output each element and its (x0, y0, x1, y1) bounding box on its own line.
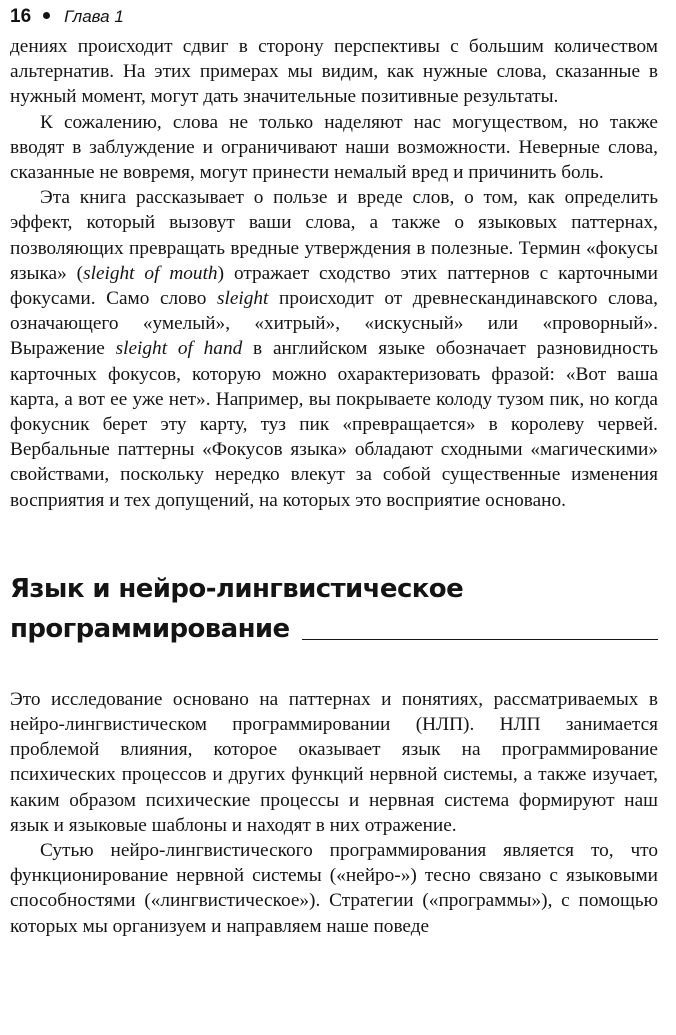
term-sleight-of-hand: sleight of hand (115, 338, 243, 360)
bullet-icon (43, 12, 50, 19)
heading-line-1: Язык и нейро-лингвистическое (10, 573, 464, 604)
paragraph-nlp-intro: Это исследование основано на паттернах и понятиях, рассматриваемых в нейро-лингвистическом программировании (НЛП). НЛП занимается проблемой влияния, которое оказывает язык на программирование психических процессов и других функций нервной системы, а также изучает, каким образом психические процессы и нервная система формируют наш язык и языковые шаблоны и находят в них отражение. (10, 688, 658, 836)
text-run: в английском языке обозначает разновидность карточных фокусов, которую можно охарактеризовать фразой: «Вот ваша карта, а вот ее уже нет». Например, вы покрываете колоду тузом пик, но когда фокусник берет эту карту, туз пик «превращается» в королеву червей. Вербальные паттерны «Фокусов языка» обладают сходными «магическими» свойствами, поскольку нередко влекут за собой существенные изменения восприятия и тех допущений, на которых это восприятие основано. (10, 338, 658, 511)
text-run: происходит от древнескандинавского слова, означающего «умелый», «хитрый», «искусный» или «проворный». Выражение (10, 288, 658, 360)
paragraph-nlp-essence: Сутью нейро-лингвистического программирования является то, что функционирование нервной системы («нейро-») тесно связано с языковыми способностями («лингвистическое»). Стратегии («программы»), с помощью которых мы организуем и направляем наше поведе (10, 840, 658, 937)
text-run: ) отражает сходство этих паттернов с карточными фокусами. Само слово (10, 262, 658, 310)
page-number: 16 (10, 6, 32, 27)
heading-line-2-row (10, 609, 658, 649)
text-run: Эта книга рассказывает о пользе и вреде слов, о том, как определить эффект, который вызовут ваши слова, а также о языковых паттернах, позволяющих превращать вредные утверждения в полезные. Термин «фокусы языка» ( (10, 187, 658, 284)
chapter-label: Глава 1 (64, 7, 124, 26)
running-header (10, 6, 658, 34)
heading-rule (302, 639, 658, 640)
term-sleight: sleight (217, 288, 269, 310)
paragraph-book-description (10, 185, 658, 513)
book-page (10, 6, 658, 939)
section-body (10, 687, 658, 939)
paragraph-continued: дениях происходит сдвиг в сторону перспективы с большим количеством альтернатив. На этих примерах мы видим, как нужные слова, сказанные в нужный момент, могут дать значительные позитивные результаты. (10, 36, 658, 108)
section-heading (10, 569, 658, 649)
term-sleight-of-mouth: sleight of mouth (83, 262, 218, 284)
paragraph-misfortune: К сожалению, слова не только наделяют нас могуществом, но также вводят в заблуждение и ограничивают наши возможности. Неверные слова, сказанные не вовремя, могут принести немалый вред и причинить боль. (10, 111, 658, 184)
heading-line-2: программирование (10, 613, 290, 644)
